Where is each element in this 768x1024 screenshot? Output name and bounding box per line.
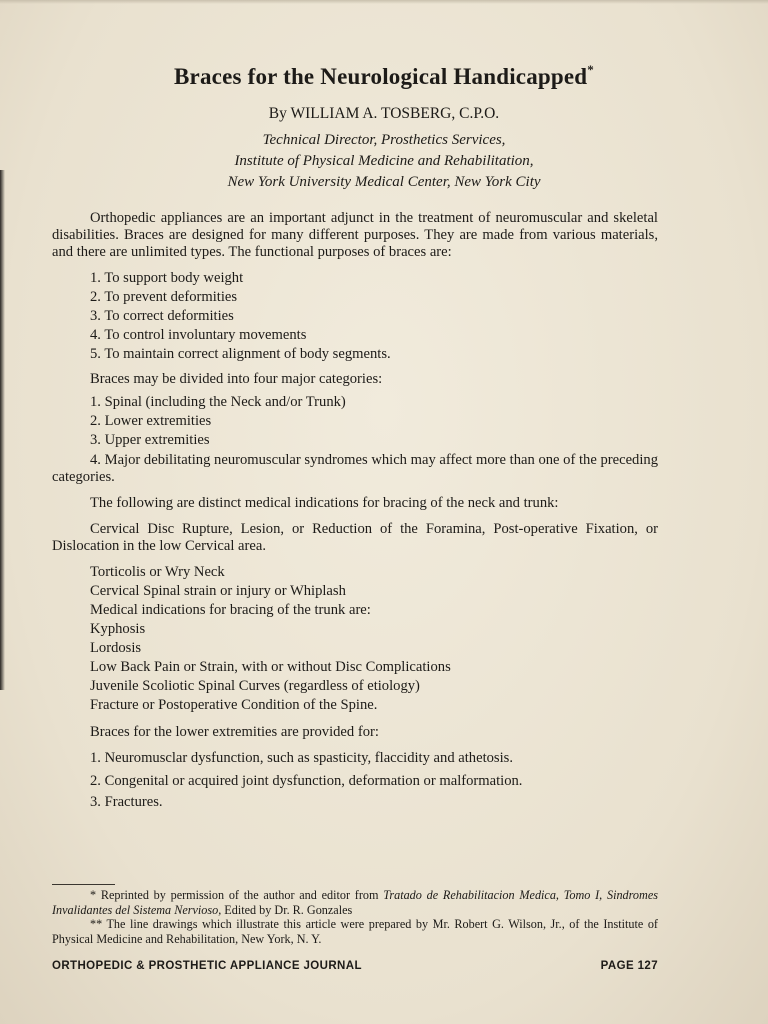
indication-item: Medical indications for bracing of the trunk are: (90, 602, 371, 619)
category-item: 1. Spinal (including the Neck and/or Trunk) (90, 394, 346, 411)
indication-item: Low Back Pain or Strain, with or without Disc Complications (90, 659, 451, 676)
title-footnote-mark: * (587, 62, 594, 77)
binding-shadow (0, 170, 5, 690)
author-affiliation (0, 130, 768, 193)
categories-intro: Braces may be divided into four major categories: (90, 371, 383, 388)
purpose-item: 5. To maintain correct alignment of body segments. (90, 346, 391, 363)
purpose-item: 2. To prevent deformities (90, 289, 238, 306)
indication-item: Kyphosis (90, 621, 146, 638)
footnote-reprint (52, 888, 658, 917)
neck-trunk-intro: The following are distinct medical indications for bracing of the neck and trunk: (90, 494, 559, 511)
intro-paragraph: Orthopedic appliances are an important adjunct in the treatment of neuromuscular and skeletal disabilities. Braces are designed for many different purposes. They are made from various materials, and there are unlimited types. The functional purposes of braces are: (52, 210, 658, 260)
footnote-reprint-prefix: * Reprinted by permission of the author and editor from (90, 888, 384, 902)
affiliation-line: Institute of Physical Medicine and Rehabilitation, (234, 153, 534, 169)
affiliation-line: New York University Medical Center, New York City (227, 174, 541, 190)
category-item: 2. Lower extremities (90, 413, 212, 430)
category-item: 3. Upper extremities (90, 432, 210, 449)
indication-item: Lordosis (90, 640, 142, 657)
page-footer (52, 960, 658, 972)
footnote-reprint-source: Tratado de Rehabilitacion Medica, Tomo I, Sindromes Invalidantes del Sistema Nervioso, (52, 888, 658, 917)
affiliation-line: Technical Director, Prosthetics Services, (262, 132, 506, 148)
indication-item: Juvenile Scoliotic Spinal Curves (regardless of etiology) (90, 678, 420, 695)
lower-item: 3. Fractures. (90, 793, 163, 810)
page-top-edge (0, 0, 768, 4)
footnote-divider (52, 884, 115, 885)
indication-item: Torticolis or Wry Neck (90, 564, 225, 581)
lower-item: 1. Neuromusclar dysfunction, such as spasticity, flaccidity and athetosis. (90, 750, 513, 767)
cervical-paragraph: Cervical Disc Rupture, Lesion, or Reduction of the Foramina, Post-operative Fixation, or Dislocation in the low Cervical area. (52, 520, 658, 554)
footnote-drawings: ** The line drawings which illustrate this article were prepared by Mr. Robert G. Wilson, Jr., of the Institute of Physical Medicine and Rehabilitation, New York, N. Y. (52, 917, 658, 946)
purpose-item: 3. To correct deformities (90, 308, 234, 325)
article-title: Braces for the Neurological Handicapped (174, 64, 588, 89)
article-body (52, 210, 658, 811)
purpose-item: 1. To support body weight (90, 270, 244, 287)
article-byline: By WILLIAM A. TOSBERG, C.P.O. (268, 105, 500, 122)
category-item: 4. Major debilitating neuromuscular syndromes which may affect more than one of the preceding categories. (52, 452, 658, 486)
article-title-block (0, 64, 768, 90)
journal-name: ORTHOPEDIC & PROSTHETIC APPLIANCE JOURNAL (52, 960, 362, 972)
indication-item: Fracture or Postoperative Condition of the Spine. (90, 697, 378, 714)
footnote-reprint-suffix: Edited by Dr. R. Gonzales (221, 902, 353, 917)
page-number: PAGE 127 (600, 960, 658, 972)
indication-item: Cervical Spinal strain or injury or Whiplash (90, 583, 346, 600)
purpose-item: 4. To control involuntary movements (90, 327, 307, 344)
lower-item: 2. Congenital or acquired joint dysfunction, deformation or malformation. (90, 772, 523, 789)
footnotes (52, 888, 658, 946)
lower-extremities-intro: Braces for the lower extremities are provided for: (90, 724, 379, 741)
